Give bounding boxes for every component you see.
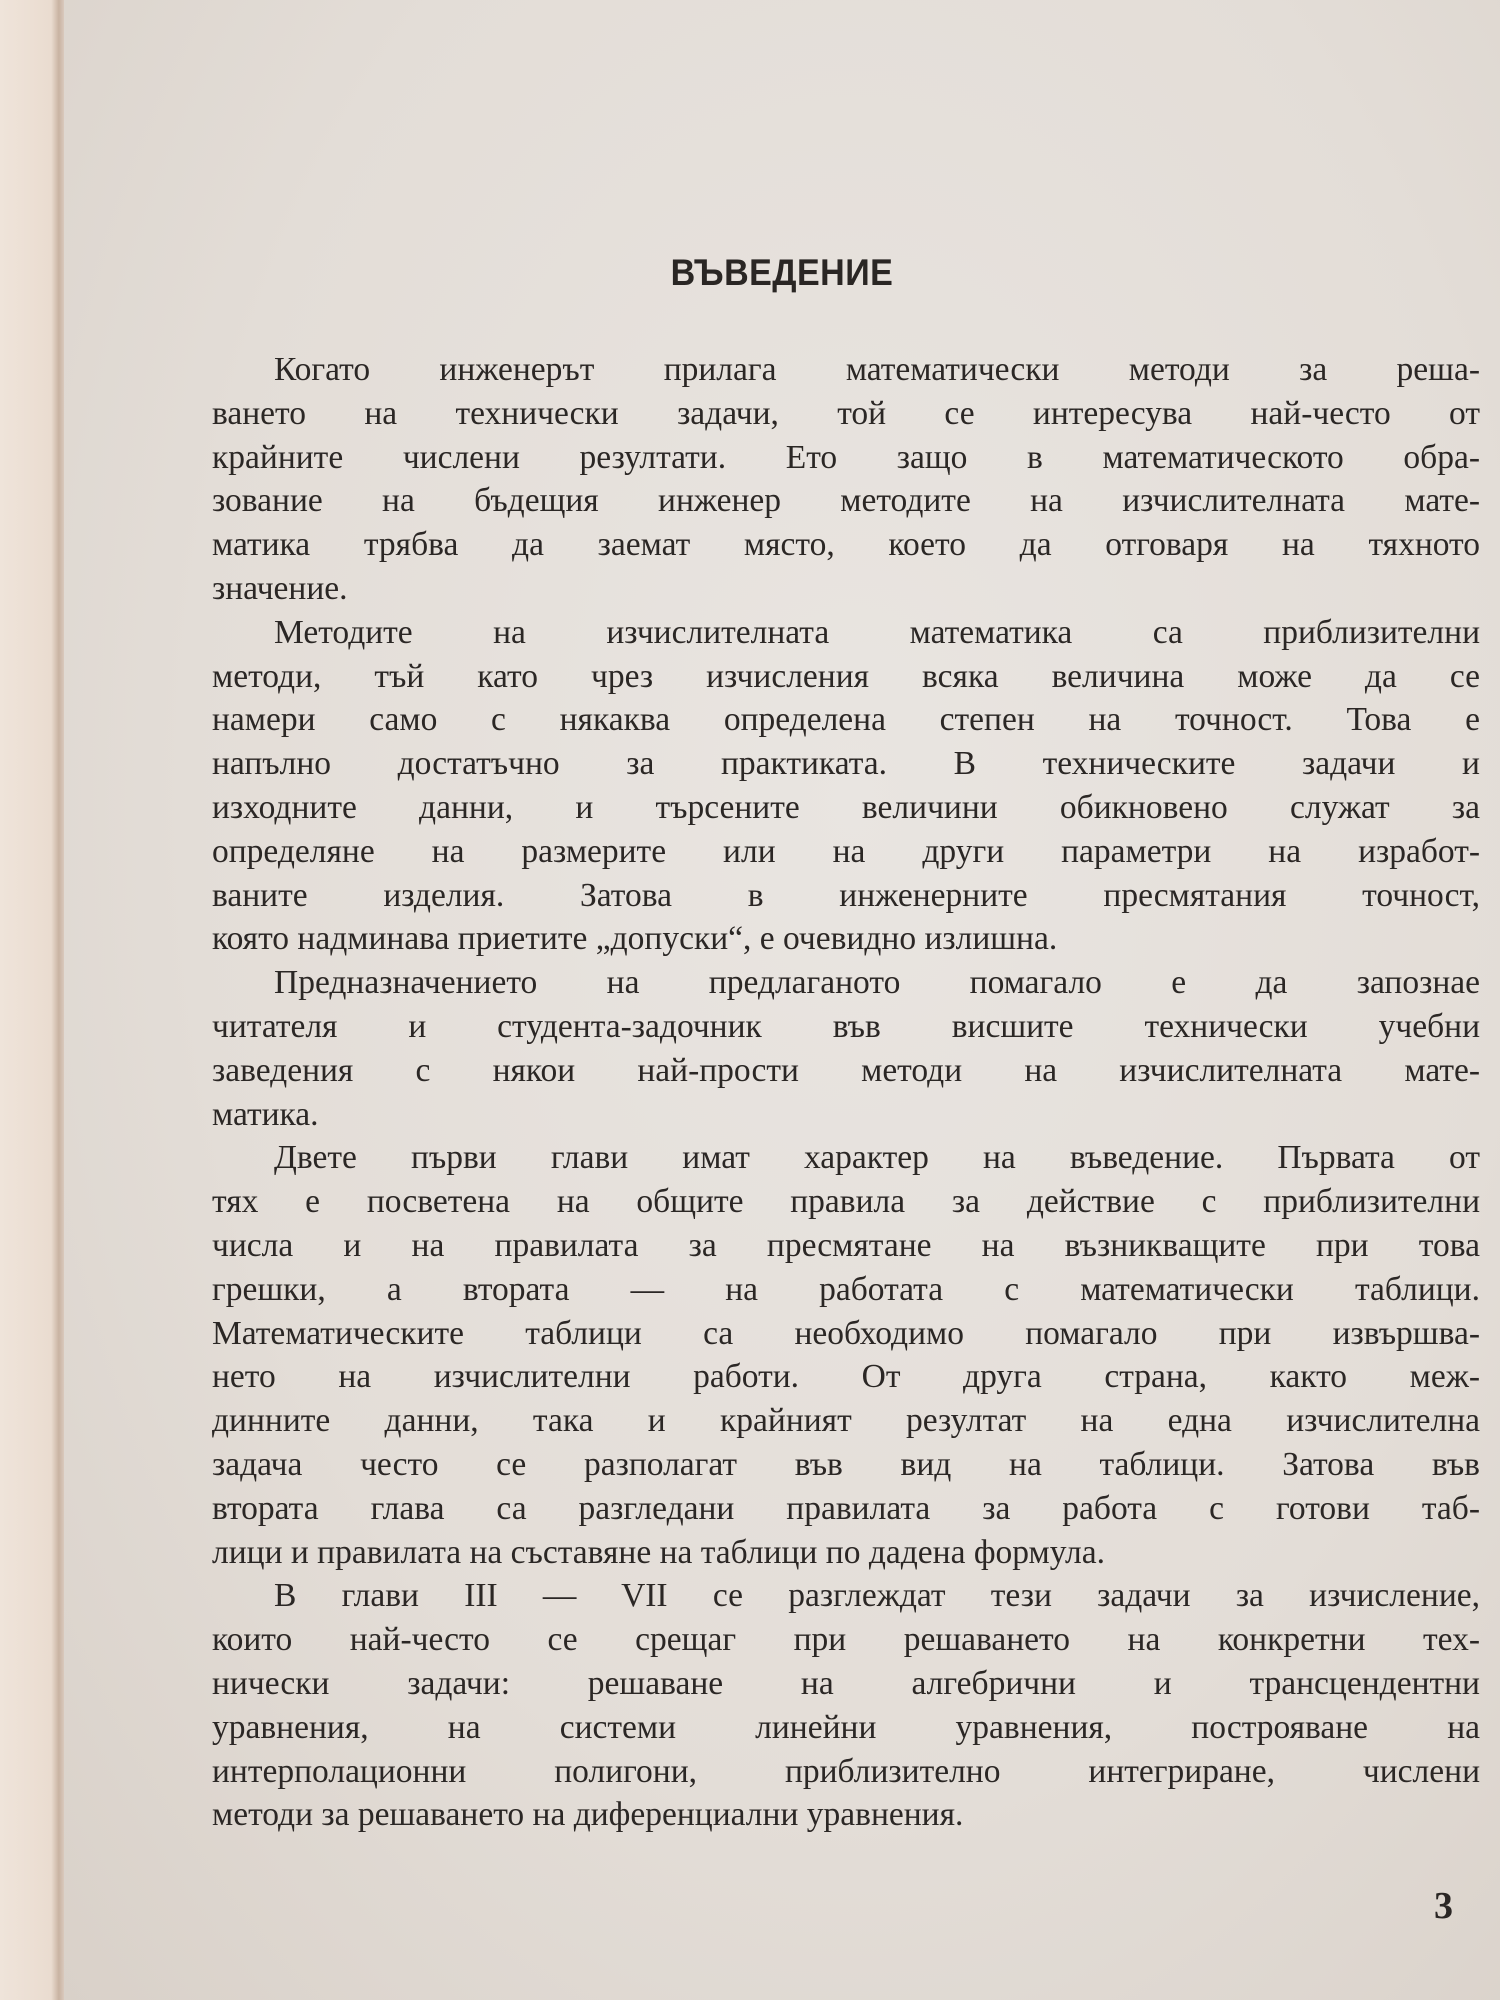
text-line: матика трябва да заемат място, което да отговаря на тяхното	[212, 526, 1480, 564]
text-line: Методите на изчислителната математика са приблизителни	[274, 613, 1480, 651]
text-line: крайните числени резултати. Ето защо в математическото обра-	[212, 438, 1480, 476]
text-line: нически задачи: решаване на алгебрични и трансцендентни	[212, 1664, 1480, 1702]
text-line: матика.	[212, 1095, 319, 1133]
text-line: напълно достатъчно за практиката. В техническите задачи и	[212, 745, 1480, 783]
text-line: динните данни, така и крайният резултат на една изчислителна	[212, 1402, 1480, 1440]
text-line: Когато инженерът прилага математически методи за реша-	[274, 351, 1480, 388]
text-line: ваните изделия. Затова в инженерните пресмятания точност,	[212, 876, 1480, 914]
text-line: нето на изчислителни работи. От друга страна, както меж-	[212, 1358, 1480, 1396]
text-line: ването на технически задачи, той се интересува най-често от	[212, 394, 1480, 432]
text-line: изходните данни, и търсените величини обикновено служат за	[212, 788, 1480, 826]
paragraph	[212, 1136, 1480, 1574]
body-text	[212, 348, 1480, 1837]
text-line: числа и на правилата за пресмятане на възникващите при това	[212, 1226, 1480, 1264]
text-line: читателя и студента-задочник във висшите технически учебни	[212, 1007, 1480, 1045]
paragraph	[212, 1574, 1480, 1837]
text-line: зование на бъдещия инженер методите на изчислителната мате-	[212, 482, 1480, 520]
text-line: лици и правилата на съставяне на таблици по дадена формула.	[212, 1533, 1105, 1571]
text-line: тях е посветена на общите правила за действие с приблизителни	[212, 1183, 1480, 1221]
text-line: интерполационни полигони, приблизително интегриране, числени	[212, 1752, 1480, 1790]
text-line: Математическите таблици са необходимо помагало при извършва-	[212, 1314, 1480, 1352]
text-line: които най-често се срещаг при решаването на конкретни тех-	[212, 1621, 1480, 1659]
text-line: намери само с някаква определена степен на точност. Това е	[212, 701, 1480, 739]
paragraph	[212, 961, 1480, 1136]
paragraph	[212, 611, 1480, 961]
paragraph	[212, 348, 1480, 611]
text-line: грешки, а втората — на работата с математически таблици.	[212, 1270, 1480, 1308]
text-line: втората глава са разгледани правилата за работа с готови таб-	[212, 1489, 1480, 1527]
book-page	[64, 0, 1500, 2000]
book-page-edge	[0, 0, 64, 2000]
text-line: която надминава приетите „допуски“, е очевидно излишна.	[212, 920, 1058, 958]
text-line: Предназначението на предлаганото помагало е да запознае	[274, 964, 1480, 1002]
text-line: методи за решаването на диференциални уравнения.	[212, 1796, 964, 1834]
text-line: задача често се разполагат във вид на таблици. Затова във	[212, 1445, 1480, 1483]
page-number: 3	[1434, 1885, 1453, 1927]
text-line: уравнения, на системи линейни уравнения, построяване на	[212, 1708, 1480, 1746]
text-line: В глави III — VII се разглеждат тези задачи за изчисление,	[274, 1577, 1480, 1615]
text-line: Двете първи глави имат характер на въведение. Първата от	[274, 1139, 1480, 1177]
text-line: заведения с някои най-прости методи на изчислителната мате-	[212, 1051, 1480, 1089]
chapter-title: ВЪВЕДЕНИЕ	[670, 252, 894, 293]
text-line: значение.	[212, 569, 348, 607]
text-line: методи, тъй като чрез изчисления всяка величина може да се	[212, 657, 1480, 695]
text-line: определяне на размерите или на други параметри на изработ-	[212, 832, 1480, 870]
